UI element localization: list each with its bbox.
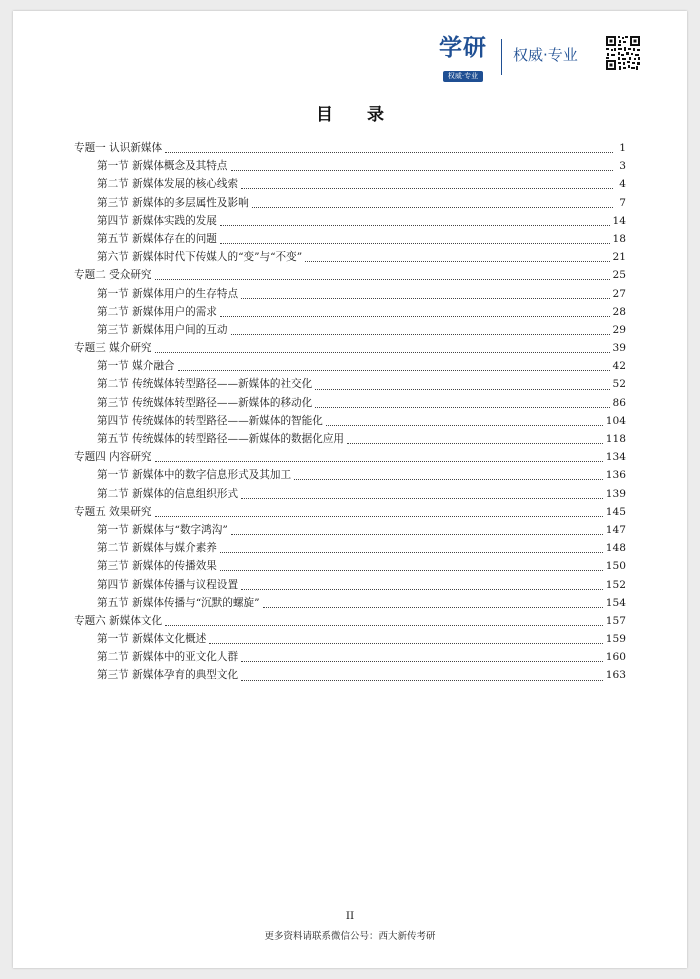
- toc-entry-label: 第三节 传统媒体转型路径——新媒体的移动化: [97, 396, 313, 409]
- toc-entry-label: 第五节 新媒体传播与“沉默的螺旋”: [97, 596, 260, 609]
- toc-entry-page: 163: [605, 669, 626, 682]
- toc-entry-page: 39: [612, 342, 626, 355]
- toc-section-row[interactable]: [74, 557, 626, 575]
- brand-logo-tagline: 权威·专业: [443, 71, 483, 82]
- toc-section-row[interactable]: [74, 630, 626, 648]
- toc-entry-page: 18: [612, 232, 626, 245]
- toc-entry-label: 专题三 媒介研究: [74, 342, 152, 355]
- toc-entry-label: 第六节 新媒体时代下传媒人的“变”与“不变”: [97, 251, 303, 264]
- toc-section-row[interactable]: [74, 230, 626, 248]
- toc-dot-leader: [241, 673, 603, 681]
- toc-entry-label: 第五节 新媒体存在的问题: [97, 232, 217, 245]
- toc-entry-page: 52: [612, 378, 626, 391]
- toc-entry-page: 136: [605, 469, 626, 482]
- toc-entry-label: 第二节 新媒体发展的核心线索: [97, 178, 239, 191]
- toc-dot-leader: [231, 527, 603, 535]
- toc-entry-page: 25: [612, 269, 626, 282]
- toc-entry-page: 154: [605, 596, 626, 609]
- toc-section-row[interactable]: [74, 430, 626, 448]
- toc-dot-leader: [155, 272, 610, 280]
- brand-logo: [433, 33, 493, 81]
- toc-entry-label: 专题一 认识新媒体: [74, 142, 163, 154]
- toc-entry-page: 27: [612, 287, 626, 300]
- toc-entry-label: 专题五 效果研究: [74, 505, 152, 518]
- toc-entry-page: 29: [612, 323, 626, 336]
- page-title: 目 录: [316, 105, 398, 125]
- toc-entry-label: 第一节 媒介融合: [97, 360, 175, 373]
- toc-chapter-row[interactable]: [74, 139, 626, 157]
- toc-entry-page: 148: [605, 542, 626, 555]
- toc-dot-leader: [165, 145, 613, 153]
- brand-logo-text: 学研: [439, 35, 487, 61]
- toc-entry-page: 118: [605, 433, 626, 445]
- toc-entry-label: 专题六 新媒体文化: [74, 614, 163, 627]
- toc-entry-page: 139: [605, 487, 626, 500]
- page-number: II: [345, 910, 355, 922]
- toc-dot-leader: [241, 291, 609, 299]
- toc-dot-leader: [178, 363, 610, 371]
- toc-section-row[interactable]: [74, 576, 626, 594]
- toc-dot-leader: [220, 236, 610, 244]
- toc-entry-page: 7: [619, 196, 626, 209]
- toc-section-row[interactable]: [74, 303, 626, 321]
- toc-chapter-row[interactable]: [74, 503, 626, 521]
- toc-section-row[interactable]: [74, 212, 626, 230]
- toc-dot-leader: [220, 563, 603, 571]
- toc-dot-leader: [315, 400, 609, 408]
- toc-entry-page: 134: [605, 451, 626, 464]
- toc-chapter-row[interactable]: [74, 612, 626, 630]
- toc-dot-leader: [220, 545, 603, 553]
- toc-section-row[interactable]: [74, 375, 626, 393]
- toc-section-row[interactable]: [74, 157, 626, 175]
- toc-dot-leader: [241, 181, 613, 189]
- toc-entry-label: 第一节 新媒体概念及其特点: [97, 160, 228, 173]
- toc-section-row[interactable]: [74, 539, 626, 557]
- toc-section-row[interactable]: [74, 485, 626, 503]
- brand-header: [433, 33, 651, 81]
- document-page: [13, 11, 687, 968]
- qr-code-icon: [605, 35, 641, 71]
- toc-section-row[interactable]: [74, 285, 626, 303]
- toc-section-row[interactable]: [74, 466, 626, 484]
- toc-dot-leader: [220, 309, 610, 317]
- toc-section-row[interactable]: [74, 666, 626, 684]
- toc-entry-page: 28: [612, 305, 626, 318]
- toc-entry-label: 第一节 新媒体中的数字信息形式及其加工: [97, 469, 292, 482]
- toc-section-row[interactable]: [74, 648, 626, 666]
- toc-entry-label: 第五节 传统媒体的转型路径——新媒体的数据化应用: [97, 433, 345, 445]
- toc-entry-page: 150: [605, 560, 626, 573]
- toc-entry-page: 157: [605, 614, 626, 627]
- toc-dot-leader: [326, 418, 603, 426]
- toc-entry-page: 86: [612, 396, 626, 409]
- toc-dot-leader: [155, 345, 610, 353]
- toc-dot-leader: [252, 200, 613, 208]
- toc-section-row[interactable]: [74, 248, 626, 266]
- toc-entry-page: 147: [605, 523, 626, 536]
- toc-entry-page: 160: [605, 651, 626, 664]
- toc-dot-leader: [231, 327, 610, 335]
- toc-entry-page: 145: [605, 505, 626, 518]
- toc-entry-page: 14: [612, 214, 626, 227]
- toc-section-row[interactable]: [74, 194, 626, 212]
- toc-dot-leader: [231, 163, 614, 171]
- toc-entry-label: 第四节 传统媒体的转型路径——新媒体的智能化: [97, 414, 323, 427]
- toc-entry-label: 第二节 新媒体与媒介素养: [97, 542, 217, 555]
- toc-dot-leader: [241, 654, 603, 662]
- toc-entry-label: 第四节 新媒体实践的发展: [97, 214, 217, 227]
- toc-chapter-row[interactable]: [74, 266, 626, 284]
- toc-entry-label: 第三节 新媒体孕育的典型文化: [97, 669, 239, 682]
- toc-entry-page: 4: [619, 178, 626, 191]
- toc-section-row[interactable]: [74, 175, 626, 193]
- toc-entry-label: 第二节 新媒体用户的需求: [97, 305, 217, 318]
- toc-entry-page: 42: [612, 360, 626, 373]
- toc-chapter-row[interactable]: [74, 339, 626, 357]
- toc-dot-leader: [347, 436, 603, 444]
- brand-divider: [501, 39, 502, 75]
- toc-entry-label: 第二节 传统媒体转型路径——新媒体的社交化: [97, 378, 313, 391]
- toc-dot-leader: [241, 582, 603, 590]
- toc-section-row[interactable]: [74, 412, 626, 430]
- toc-entry-page: 152: [605, 578, 626, 591]
- toc-entry-page: 21: [612, 251, 626, 264]
- footer-note: 更多资料请联系微信公号：西大新传考研: [264, 931, 436, 942]
- toc-dot-leader: [209, 636, 602, 644]
- toc-entry-label: 专题四 内容研究: [74, 451, 152, 464]
- toc-dot-leader: [220, 218, 610, 226]
- toc-entry-label: 第四节 新媒体传播与议程设置: [97, 578, 239, 591]
- brand-slogan: 权威·专业: [513, 46, 578, 64]
- toc-dot-leader: [155, 509, 603, 517]
- toc-entry-label: 第三节 新媒体的多层属性及影响: [97, 196, 249, 209]
- toc-entry-label: 第三节 新媒体的传播效果: [97, 560, 217, 573]
- toc-entry-label: 第三节 新媒体用户间的互动: [97, 323, 228, 336]
- toc-chapter-row[interactable]: [74, 448, 626, 466]
- toc-entry-page: 159: [605, 633, 626, 646]
- toc-entry-page: 3: [619, 160, 626, 173]
- toc-section-row[interactable]: [74, 394, 626, 412]
- toc-dot-leader: [315, 382, 609, 390]
- toc-section-row[interactable]: [74, 594, 626, 612]
- toc-section-row[interactable]: [74, 321, 626, 339]
- toc-dot-leader: [294, 472, 603, 480]
- table-of-contents: [74, 139, 626, 685]
- toc-dot-leader: [241, 491, 603, 499]
- toc-dot-leader: [155, 454, 603, 462]
- toc-entry-page: 1: [619, 142, 626, 154]
- toc-entry-label: 第二节 新媒体的信息组织形式: [97, 487, 239, 500]
- toc-dot-leader: [305, 254, 609, 262]
- toc-entry-label: 第一节 新媒体文化概述: [97, 633, 207, 646]
- toc-dot-leader: [263, 600, 603, 608]
- toc-section-row[interactable]: [74, 357, 626, 375]
- toc-entry-label: 第一节 新媒体与“数字鸿沟”: [97, 523, 228, 536]
- toc-entry-label: 专题二 受众研究: [74, 269, 152, 282]
- toc-entry-label: 第二节 新媒体中的亚文化人群: [97, 651, 239, 664]
- toc-entry-label: 第一节 新媒体用户的生存特点: [97, 287, 239, 300]
- toc-section-row[interactable]: [74, 521, 626, 539]
- toc-dot-leader: [165, 618, 603, 626]
- toc-entry-page: 104: [605, 414, 626, 427]
